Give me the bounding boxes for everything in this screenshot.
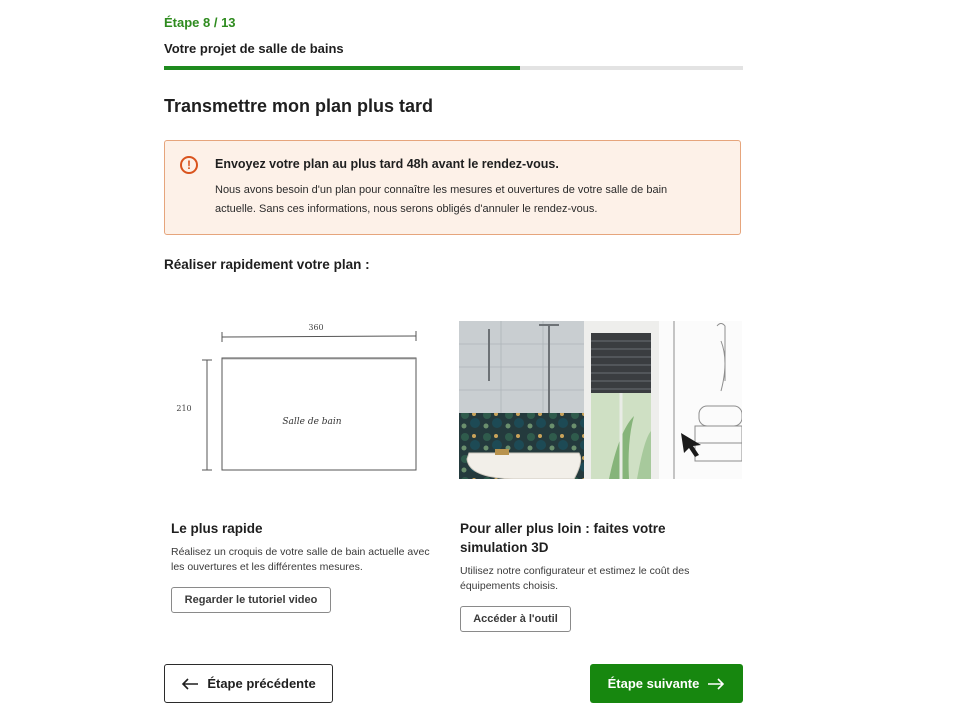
video-tutorial-button[interactable]: Regarder le tutoriel video	[171, 587, 331, 613]
arrow-left-icon	[181, 678, 199, 690]
step-indicator: Étape 8 / 13	[164, 15, 236, 30]
fast-card-text	[171, 545, 456, 575]
open-configurator-button[interactable]: Accéder à l'outil	[460, 606, 571, 632]
previous-step-button[interactable]	[164, 664, 333, 703]
simulation-card-text	[460, 564, 742, 594]
simulation-card-title	[460, 519, 742, 557]
alert-title: Envoyez votre plan au plus tard 48h avant le rendez-vous.	[215, 157, 559, 171]
next-step-label: Étape suivante	[607, 676, 700, 691]
warning-alert	[164, 140, 741, 235]
sketch-width-label: 360	[308, 323, 324, 332]
page-title: Transmettre mon plan plus tard	[164, 96, 434, 116]
section-title: Réaliser rapidement votre plan :	[164, 257, 370, 272]
simulation-card-text-line: équipements choisis.	[460, 580, 559, 592]
alert-body-line: Nous avons besoin d'un plan pour connaître les mesures et ouvertures de votre salle de bain	[215, 184, 668, 196]
project-title: Votre projet de salle de bains	[164, 41, 344, 56]
bathroom-3d-simulation-image	[459, 321, 742, 479]
bathroom-render	[459, 321, 742, 479]
plan-sketch-drawing	[164, 318, 439, 478]
fast-card-text-line: Réalisez un croquis de votre salle de bain actuelle avec	[171, 546, 430, 558]
previous-step-label: Étape précédente	[207, 676, 316, 691]
plan-sketch-illustration	[164, 318, 439, 478]
alert-circle-icon: !	[180, 156, 198, 174]
alert-body	[215, 181, 725, 218]
alert-body-line: actuelle. Sans ces informations, nous serons obligés d'annuler le rendez-vous.	[215, 202, 598, 215]
fast-card-title: Le plus rapide	[171, 521, 263, 536]
progress-bar-fill	[164, 66, 520, 70]
simulation-card-title-line: simulation 3D	[460, 540, 549, 555]
progress-bar	[164, 66, 743, 70]
simulation-card-text-line: Utilisez notre configurateur et estimez le coût des	[460, 565, 690, 577]
simulation-card-title-line: Pour aller plus loin : faites votre	[460, 521, 666, 536]
sketch-room-label: Salle de bain	[282, 417, 342, 427]
sketch-height-label: 210	[176, 404, 192, 413]
next-step-button[interactable]	[590, 664, 743, 703]
arrow-right-icon	[707, 678, 725, 690]
fast-card-text-line: les ouvertures et les différentes mesures.	[171, 561, 363, 573]
